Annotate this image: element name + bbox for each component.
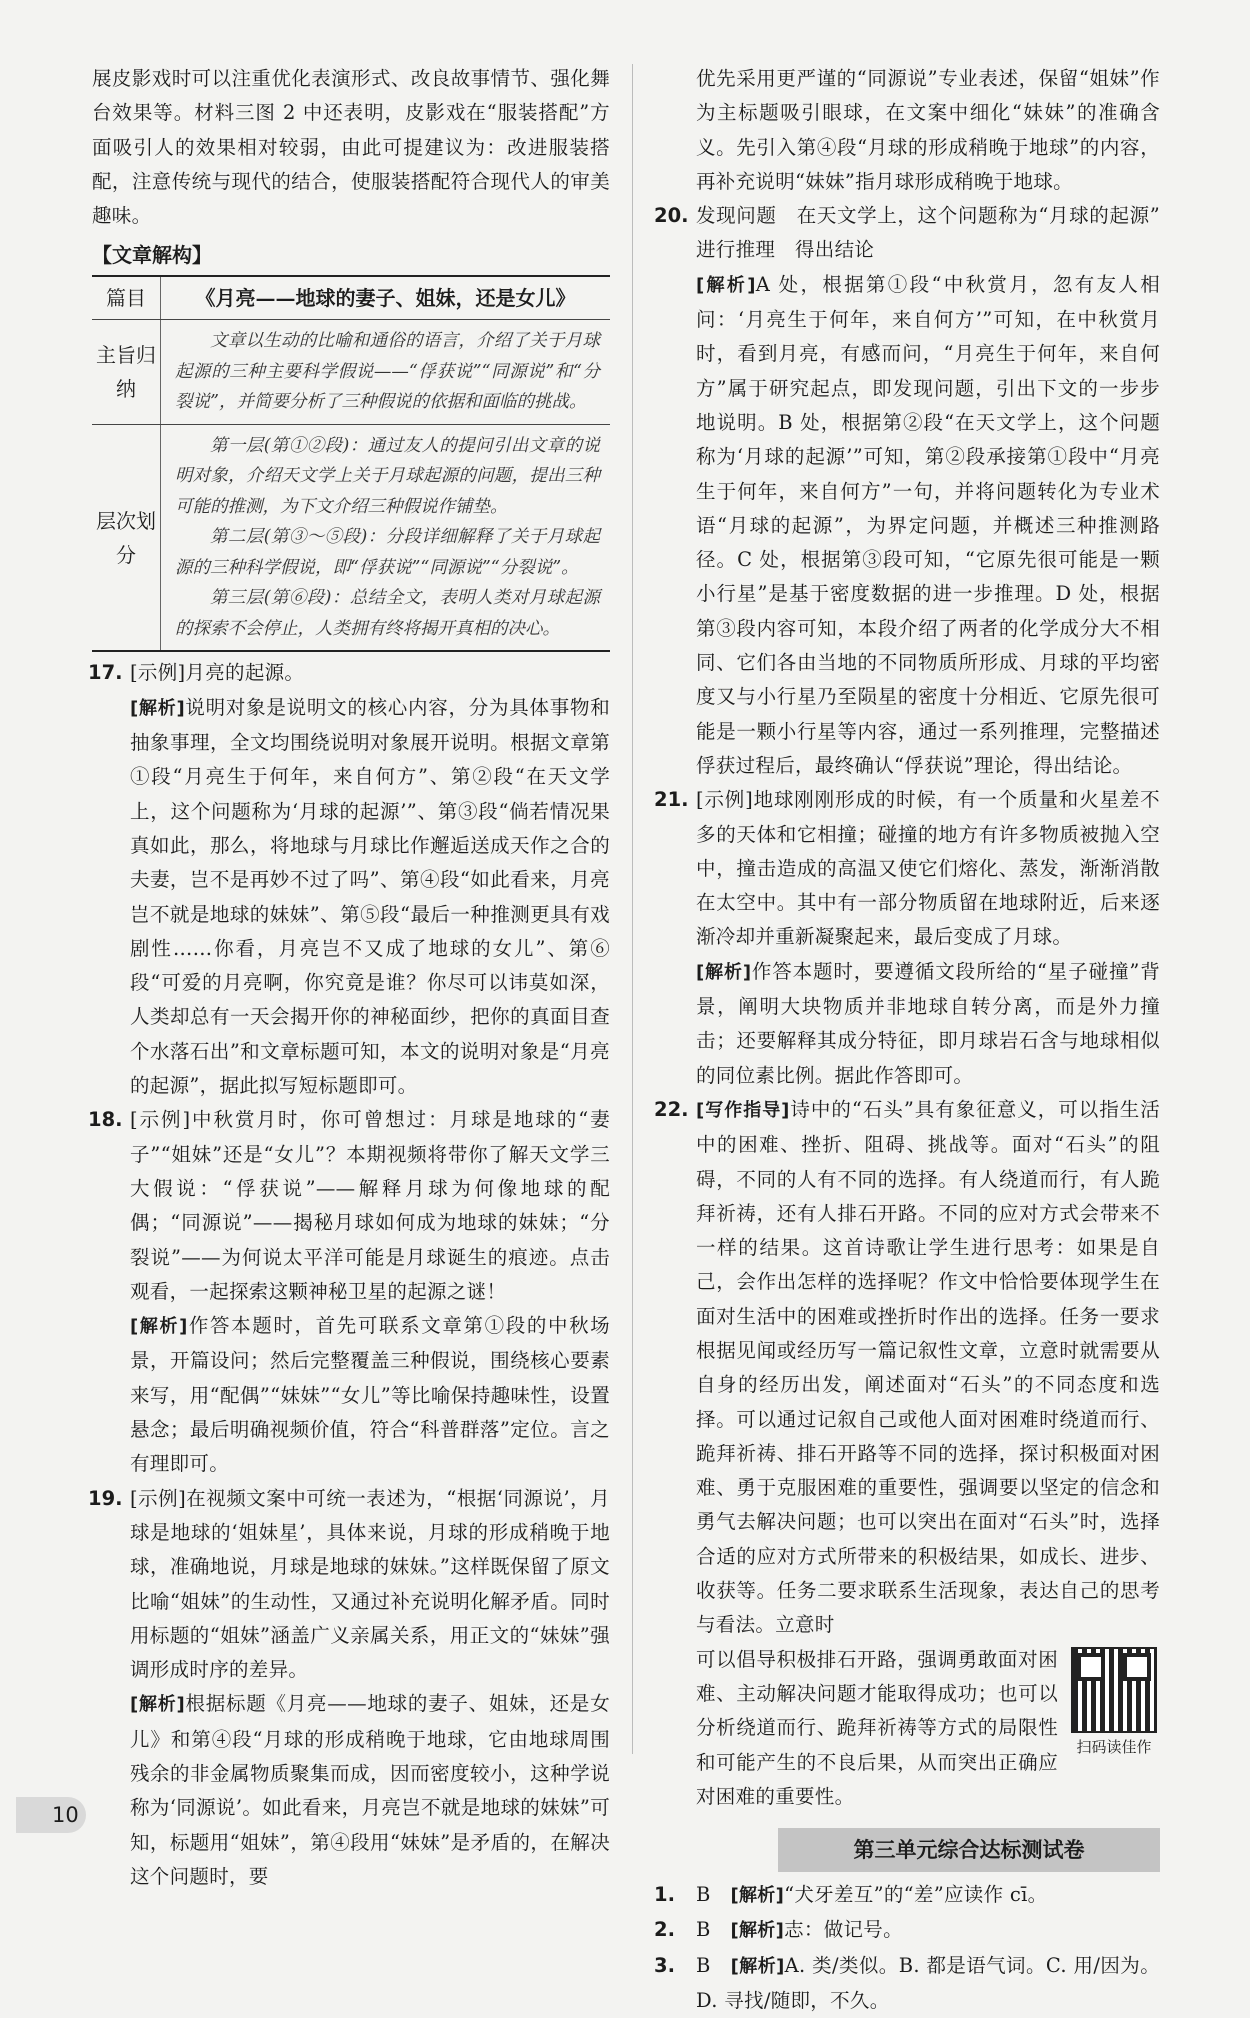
question-17 xyxy=(88,656,610,1103)
q20-answer: 发现问题 在天文学上，这个问题称为“月球的起源” 进行推理 得出结论 xyxy=(696,204,1180,262)
mc3-tag: [解析] xyxy=(730,1955,785,1977)
q17-analysis-tag: [解析] xyxy=(130,697,185,719)
q17-answer: 月亮的起源。 xyxy=(185,661,305,685)
mc1-text: “犬牙差互”的“差”应读作 cī。 xyxy=(784,1883,1048,1907)
section-heading: 【文章解构】 xyxy=(92,243,212,268)
question-22 xyxy=(654,1093,1160,1814)
title-label: 篇目 xyxy=(92,276,161,320)
q18-answer: 中秋赏月时，你可曾想过：月球是地球的“妻子”“姐妹”还是“女儿”？本期视频将带你了解天文学三大假说：“俘获说”——解释月球为何像地球的配偶；“同源说”——揭秘月球如何成为地球的妹妹；“分裂说”——为何说太平洋可能是月球诞生的痕迹。点击观看，一起探索这颗神秘卫星的起源之谜！ xyxy=(130,1108,610,1303)
q19-analysis: 根据标题《月亮——地球的妻子、姐妹，还是女儿》和第④段“月球的形成稍晚于地球，它由地球周围残余的非金属物质聚集而成，因而密度较小，这种学说称为‘同源说’。如此看来，月亮岂不就是地球的妹妹”可知，标题用“姐妹”，第④段用“妹妹”是矛盾的，在解决这个问题时，要 xyxy=(130,1692,610,1888)
unit-test-banner: 第三单元综合达标测试卷 xyxy=(778,1828,1160,1872)
question-20 xyxy=(654,199,1180,783)
q19-tag: [示例] xyxy=(130,1486,187,1510)
qr-caption: 扫码读佳作 xyxy=(1076,1737,1152,1756)
theme-label: 主旨归纳 xyxy=(92,320,161,425)
structure-table xyxy=(92,275,610,652)
q21-answer: 地球刚刚形成的时候，有一个质量和火星差不多的天体和它相撞；碰撞的地方有许多物质被抛入空中，撞击造成的高温又使它们熔化、蒸发，渐渐消散在太空中。其中有一部分物质留在地球附近，后来逐渐冷却并重新凝聚起来，最后变成了月球。 xyxy=(696,788,1160,949)
q22-number: 22. xyxy=(654,1097,689,1121)
q18-analysis: 作答本题时，首先可联系文章第①段的中秋场景，开篇设问；然后完整覆盖三种假说，围绕核心要素来写，用“配偶”“妹妹”“女儿”等比喻保持趣味性，设置悬念；最后明确视频价值，符合“科普群落”定位。言之有理即可。 xyxy=(130,1314,610,1476)
q18-tag: [示例] xyxy=(130,1108,191,1132)
column-divider xyxy=(632,64,633,1754)
qr-code-icon[interactable] xyxy=(1071,1647,1157,1733)
qr-code-block[interactable] xyxy=(1068,1647,1160,1757)
q19-number: 19. xyxy=(88,1486,123,1510)
q17-tag: [示例] xyxy=(130,661,186,685)
intro-paragraph: 展皮影戏时可以注重优化表演形式、改良故事情节、强化舞台效果等。材料三图 2 中还表明，皮影戏在“服装搭配”方面吸引人的效果相对较弱，由此可提建议为：改进服装搭配，注意传统与现代的结合，使服装搭配符合现代人的审美趣味。 xyxy=(92,67,610,228)
mc-item xyxy=(654,1878,1160,1913)
left-column xyxy=(88,62,610,1894)
question-19 xyxy=(88,1482,610,1895)
mc3-text: A. 类/类似。B. 都是语气词。C. 用/因为。D. 寻找/随即，不久。 xyxy=(696,1953,1160,2013)
right-column xyxy=(654,62,1180,2018)
question-18 xyxy=(88,1103,610,1481)
layer-1: 第一层(第①②段)：通过友人的提问引出文章的说明对象，介绍天文学上关于月球起源的问题，提出三种可能的推测，为下文介绍三种假说作铺垫。 xyxy=(175,435,600,517)
mc1-answer: B xyxy=(696,1883,711,1907)
q21-tag: [示例] xyxy=(696,788,754,812)
q22-text-part2: 可以倡导积极排石开路，强调勇敢面对困难、主动解决问题才能取得成功；也可以分析绕道而行、跪拜祈祷等方式的局限性和可能产生的不良后果，从而突出正确应对困难的重要性。 xyxy=(696,1647,1058,1808)
q20-analysis-tag: [解析] xyxy=(696,274,756,296)
q19-answer: 在视频文案中可统一表述为，“根据‘同源说’，月球是地球的‘姐妹星’，具体来说，月球的形成稍晚于地球，准确地说，月球是地球的妹妹。”这样既保留了原文比喻“姐妹”的生动性，又通过补充说明化解矛盾。同时用标题的“姐妹”涵盖广义亲属关系，用正文的“妹妹”强调形成时序的差异。 xyxy=(130,1486,610,1682)
q21-number: 21. xyxy=(654,788,689,812)
mc2-number: 2. xyxy=(654,1918,675,1942)
question-19-continued xyxy=(658,62,1160,199)
q20-number: 20. xyxy=(654,204,689,228)
mc3-number: 3. xyxy=(654,1953,675,1977)
q22-text-part1: 诗中的“石头”具有象征意义，可以指生活中的困难、挫折、阻碍、挑战等。面对“石头”的阻碍，不同的人有不同的选择。有人绕道而行，有人跪拜祈祷，还有人排石开路。不同的应对方式会带来不一样的结果。这首诗歌让学生进行思考：如果是自己，会作出怎样的选择呢？作文中恰恰要体现学生在面对生活中的困难或挫折时作出的选择。任务一要求根据见闻或经历写一篇记叙性文章，立意时就需要从自身的经历出发，阐述面对“石头”的不同态度和选择。可以通过记叙自己或他人面对困难时绕道而行、跪拜祈祷、排石开路等不同的选择，探讨积极面对困难、勇于克服困难的重要性，强调要以坚定的信念和勇气去解决问题；也可以突出在面对“石头”时，选择合适的应对方式所带来的积极结果，如成长、进步、收获等。任务二要求联系生活现象，表达自己的思考与看法。立意时 xyxy=(696,1097,1160,1637)
q18-analysis-tag: [解析] xyxy=(130,1316,188,1338)
question-21 xyxy=(654,783,1160,1093)
mc1-number: 1. xyxy=(654,1883,675,1907)
mc-item xyxy=(654,1913,1160,1948)
page-number: 10 xyxy=(16,1797,86,1833)
q22-writing-guide-tag: [写作指导] xyxy=(696,1099,790,1121)
mc2-answer: B xyxy=(696,1918,711,1942)
mc3-answer: B xyxy=(696,1953,711,1977)
q19-analysis-tag: [解析] xyxy=(130,1694,186,1716)
layer-2: 第二层(第③～⑤段)：分段详细解释了关于月球起源的三种科学假说，即“俘获说”“同源说”“分裂说”。 xyxy=(175,527,600,578)
q21-analysis-tag: [解析] xyxy=(696,961,752,983)
theme-text: 文章以生动的比喻和通俗的语言，介绍了关于月球起源的三种主要科学假说——“俘获说”“同源说”和“分裂说”，并简要分析了三种假说的依据和面临的挑战。 xyxy=(175,331,600,413)
q21-analysis: 作答本题时，要遵循文段所给的“星子碰撞”背景，阐明大块物质并非地球自转分离，而是外力撞击；还要解释其成分特征，即月球岩石含与地球相似的同位素比例。据此作答即可。 xyxy=(696,959,1160,1087)
q17-analysis: 说明对象是说明文的核心内容，分为具体事物和抽象事理，全文均围绕说明对象展开说明。根据文章第①段“月亮生于何年，来自何方”、第②段“在天文学上，这个问题称为‘月球的起源’”、第③段“倘若情况果真如此，那么，将地球与月球比作邂逅送成天作之合的夫妻，岂不是再妙不过了吗”、第④段“如此看来，月亮岂不就是地球的妹妹”、第⑤段“最后一种推测更具有戏剧性……你看，月亮岂不又成了地球的女儿”、第⑥段“可爱的月亮啊，你究竟是谁？你尽可以讳莫如深，人类却总有一天会揭开你的神秘面纱，把你的真面目查个水落石出”和文章标题可知，本文的说明对象是“月亮的起源”，据此拟写短标题即可。 xyxy=(130,695,610,1098)
multiple-choice-answers xyxy=(654,1878,1160,2018)
mc2-text: 志：做记号。 xyxy=(784,1918,903,1942)
q20-analysis: A 处，根据第①段“中秋赏月，忽有友人相问：‘月亮生于何年，来自何方’”可知，在中秋赏月时，看到月亮，有感而问，“月亮生于何年，来自何方”属于研究起点，即发现问题，引出下文的一步步地说明。B 处，根据第②段“在天文学上，这个问题称为‘月球的起源’”可知，第②段承接第①段中“月亮生于何年，来自何方”一句，并将问题转化为专业术语“月球的起源”，为界定问题，并概述三种推测路径。C 处，根据第③段可知，“它原先很可能是一颗小行星”是基于密度数据的进一步推理。D 处，根据第③段内容可知，本段介绍了两者的化学成分大不相同、它们各由当地的不同物质所形成、月球的平均密度又与小行星乃至陨星的密度十分相近、它原先很可能是一颗小行星等内容，通过一系列推理，完整描述俘获过程后，最终确认“俘获说”理论，得出结论。 xyxy=(696,272,1161,777)
article-title: 《月亮——地球的妻子、姐妹，还是女儿》 xyxy=(161,276,611,320)
mc2-tag: [解析] xyxy=(730,1920,785,1942)
q17-number: 17. xyxy=(88,661,123,685)
layers-label: 层次划分 xyxy=(92,424,161,651)
q19-continued-text: 优先采用更严谨的“同源说”专业表述，保留“姐妹”作为主标题吸引眼球，在文案中细化“妹妹”的准确含义。先引入第④段“月球的形成稍晚于地球”的内容，再补充说明“妹妹”指月球形成稍晚于地球。 xyxy=(696,67,1160,193)
mc-item xyxy=(654,1949,1160,2018)
layer-3: 第三层(第⑥段)：总结全文，表明人类对月球起源的探索不会停止，人类拥有终将揭开真相的决心。 xyxy=(175,588,600,639)
mc1-tag: [解析] xyxy=(730,1885,785,1907)
q18-number: 18. xyxy=(88,1108,123,1132)
